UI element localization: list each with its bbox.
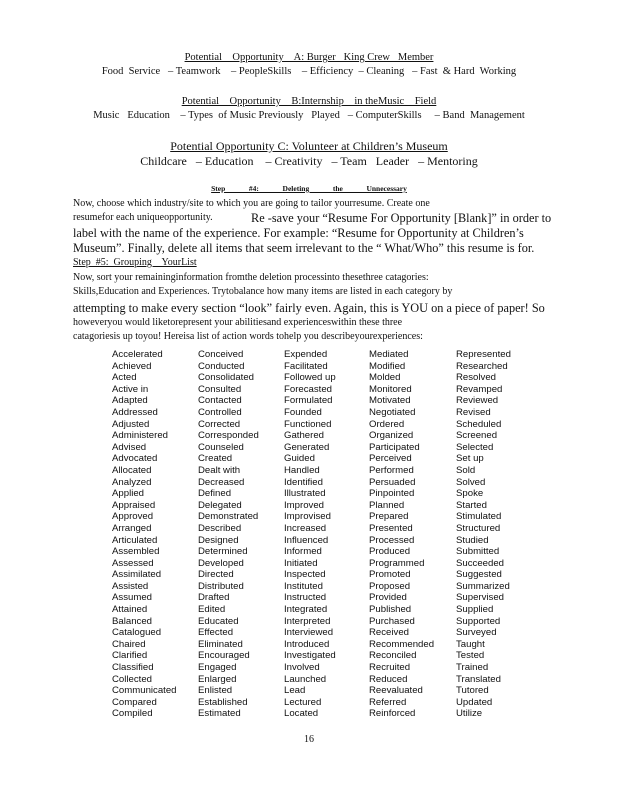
action-word: Investigated bbox=[284, 650, 336, 662]
action-word: Estimated bbox=[198, 708, 241, 720]
action-word: Improved bbox=[284, 499, 324, 511]
action-word: Interviewed bbox=[284, 627, 334, 639]
action-word: Utilize bbox=[456, 708, 483, 720]
action-word: Revamped bbox=[456, 383, 503, 395]
action-word: Interpreted bbox=[284, 615, 331, 627]
opportunity-a-items: Food Service – Teamwork – PeopleSkills – Efficiency – Cleaning – Fast & Hard Working bbox=[101, 66, 517, 77]
action-word: Screened bbox=[456, 430, 498, 442]
action-word: Decreased bbox=[198, 476, 245, 488]
action-word: Recruited bbox=[369, 662, 411, 674]
action-words-table bbox=[112, 349, 532, 721]
action-word: Eliminated bbox=[198, 638, 243, 650]
action-word: Published bbox=[369, 604, 412, 616]
action-word: Forecasted bbox=[284, 383, 332, 395]
action-word: Gathered bbox=[284, 430, 325, 442]
action-word: Perceived bbox=[369, 453, 412, 465]
action-word: Selected bbox=[456, 441, 494, 453]
action-word: Collected bbox=[112, 673, 152, 685]
action-word: Reviewed bbox=[456, 395, 499, 407]
action-word: Demonstrated bbox=[198, 511, 259, 523]
action-words-column bbox=[112, 349, 202, 720]
action-word: Sold bbox=[456, 464, 476, 476]
action-word: Pinpointed bbox=[369, 488, 415, 500]
action-word: Succeeded bbox=[456, 557, 505, 569]
action-word: Received bbox=[369, 627, 409, 639]
action-word: Analyzed bbox=[112, 476, 152, 488]
action-word: Translated bbox=[456, 673, 501, 685]
action-word: Started bbox=[456, 499, 487, 511]
action-word: Generated bbox=[284, 441, 330, 453]
action-word: Allocated bbox=[112, 464, 152, 476]
action-word: Compiled bbox=[112, 708, 153, 720]
action-word: Submitted bbox=[456, 546, 500, 558]
action-word: Acted bbox=[112, 372, 137, 384]
action-word: Developed bbox=[198, 557, 244, 569]
action-word: Facilitated bbox=[284, 360, 328, 372]
action-word: Updated bbox=[456, 696, 493, 708]
action-word: Improvised bbox=[284, 511, 331, 523]
action-word: Reinforced bbox=[369, 708, 416, 720]
action-word: Produced bbox=[369, 546, 411, 558]
action-word: Located bbox=[284, 708, 319, 720]
action-word: Founded bbox=[284, 406, 322, 418]
action-word: Persuaded bbox=[369, 476, 416, 488]
action-word: Educated bbox=[198, 615, 239, 627]
action-word: Organized bbox=[369, 430, 414, 442]
action-word: Formulated bbox=[284, 395, 333, 407]
action-word: Provided bbox=[369, 592, 407, 604]
action-word: Purchased bbox=[369, 615, 415, 627]
action-word: Recommended bbox=[369, 638, 435, 650]
action-word: Conducted bbox=[198, 360, 245, 372]
action-word: Appraised bbox=[112, 499, 156, 511]
action-word: Reconciled bbox=[369, 650, 417, 662]
action-word: Communicated bbox=[112, 685, 177, 697]
action-word: Revised bbox=[456, 406, 491, 418]
action-word: Engaged bbox=[198, 662, 237, 674]
action-word: Mediated bbox=[369, 349, 409, 360]
action-word: Established bbox=[198, 696, 248, 708]
action-word: Modified bbox=[369, 360, 406, 372]
action-word: Spoke bbox=[456, 488, 484, 500]
opportunity-b-items: Music Education – Types of Music Previously Played – ComputerSkills – Band Management bbox=[93, 110, 525, 121]
action-word: Informed bbox=[284, 546, 322, 558]
action-word: Scheduled bbox=[456, 418, 502, 430]
action-word: Motivated bbox=[369, 395, 411, 407]
action-word: Supplied bbox=[456, 604, 494, 616]
action-word: Reevaluated bbox=[369, 685, 423, 697]
action-word: Directed bbox=[198, 569, 234, 581]
action-word: Referred bbox=[369, 696, 407, 708]
action-word: Distributed bbox=[198, 580, 244, 592]
action-word: Expended bbox=[284, 349, 328, 360]
action-word: Defined bbox=[198, 488, 232, 500]
action-word: Articulated bbox=[112, 534, 158, 546]
action-word: Reduced bbox=[369, 673, 408, 685]
action-word: Prepared bbox=[369, 511, 409, 523]
action-word: Ordered bbox=[369, 418, 405, 430]
action-word: Surveyed bbox=[456, 627, 497, 639]
action-word: Described bbox=[198, 522, 242, 534]
action-word: Supported bbox=[456, 615, 501, 627]
action-words-column bbox=[198, 349, 288, 720]
action-word: Negotiated bbox=[369, 406, 416, 418]
action-word: Delegated bbox=[198, 499, 242, 511]
step5-line: catagoriesis up toyou! Hereisa list of action words tohelp you describeyourexperiences: bbox=[73, 331, 423, 342]
action-word: Performed bbox=[369, 464, 414, 476]
action-word: Handled bbox=[284, 464, 320, 476]
action-word: Attained bbox=[112, 604, 148, 616]
action-word: Assisted bbox=[112, 580, 149, 592]
page-number: 16 bbox=[304, 734, 314, 745]
action-word: Created bbox=[198, 453, 233, 465]
action-word: Consolidated bbox=[198, 372, 255, 384]
action-words-column bbox=[284, 349, 374, 720]
action-word: Dealt with bbox=[198, 464, 241, 476]
action-word: Stimulated bbox=[456, 511, 502, 523]
action-word: Adjusted bbox=[112, 418, 150, 430]
action-word: Adapted bbox=[112, 395, 148, 407]
action-word: Resolved bbox=[456, 372, 496, 384]
action-word: Addressed bbox=[112, 406, 158, 418]
action-word: Participated bbox=[369, 441, 420, 453]
action-word: Influenced bbox=[284, 534, 329, 546]
action-word: Determined bbox=[198, 546, 248, 558]
action-word: Achieved bbox=[112, 360, 152, 372]
action-word: Set up bbox=[456, 453, 484, 465]
action-word: Functioned bbox=[284, 418, 332, 430]
opportunity-b-title: Potential Opportunity B:Internship in theMusic Field bbox=[181, 96, 437, 107]
action-word: Tutored bbox=[456, 685, 489, 697]
action-word: Counseled bbox=[198, 441, 244, 453]
action-word: Studied bbox=[456, 534, 489, 546]
action-word: Assembled bbox=[112, 546, 160, 558]
action-word: Monitored bbox=[369, 383, 412, 395]
action-word: Drafted bbox=[198, 592, 230, 604]
action-word: Planned bbox=[369, 499, 405, 511]
action-word: Approved bbox=[112, 511, 154, 523]
action-word: Trained bbox=[456, 662, 489, 674]
action-word: Illustrated bbox=[284, 488, 326, 500]
action-word: Integrated bbox=[284, 604, 328, 616]
action-word: Inspected bbox=[284, 569, 326, 581]
action-word: Structured bbox=[456, 522, 501, 534]
action-word: Advised bbox=[112, 441, 147, 453]
action-word: Summarized bbox=[456, 580, 510, 592]
step5-line: attempting to make every section “look” fairly even. Again, this is YOU on a piece of paper! So bbox=[73, 301, 545, 315]
action-word: Consulted bbox=[198, 383, 242, 395]
action-word: Taught bbox=[456, 638, 485, 650]
action-word: Catalogued bbox=[112, 627, 162, 639]
action-word: Advocated bbox=[112, 453, 158, 465]
action-word: Enlisted bbox=[198, 685, 233, 697]
action-word: Active in bbox=[112, 383, 149, 395]
action-word: Edited bbox=[198, 604, 226, 616]
action-word: Enlarged bbox=[198, 673, 237, 685]
action-word: Initiated bbox=[284, 557, 318, 569]
action-word: Clarified bbox=[112, 650, 148, 662]
action-word: Programmed bbox=[369, 557, 425, 569]
action-word: Represented bbox=[456, 349, 511, 360]
action-word: Processed bbox=[369, 534, 415, 546]
step4-line: Museum”. Finally, delete all items that seem irrelevant to the “ What/Who” this resume is for. bbox=[73, 241, 535, 255]
action-word: Promoted bbox=[369, 569, 411, 581]
action-word: Applied bbox=[112, 488, 145, 500]
action-word: Compared bbox=[112, 696, 157, 708]
action-word: Administered bbox=[112, 430, 168, 442]
action-word: Designed bbox=[198, 534, 239, 546]
action-word: Suggested bbox=[456, 569, 502, 581]
opportunity-c-items: Childcare – Education – Creativity – Team Leader – Mentoring bbox=[140, 154, 478, 168]
action-word: Effected bbox=[198, 627, 234, 639]
action-word: Arranged bbox=[112, 522, 152, 534]
action-word: Involved bbox=[284, 662, 320, 674]
action-word: Presented bbox=[369, 522, 413, 534]
action-word: Controlled bbox=[198, 406, 242, 418]
action-word: Conceived bbox=[198, 349, 244, 360]
action-word: Assumed bbox=[112, 592, 152, 604]
action-word: Tested bbox=[456, 650, 485, 662]
action-word: Introduced bbox=[284, 638, 330, 650]
action-words-column bbox=[456, 349, 546, 720]
action-word: Lead bbox=[284, 685, 306, 697]
action-word: Encouraged bbox=[198, 650, 250, 662]
step5-line: howeveryou would liketorepresent your abilitiesand experienceswithin these three bbox=[73, 317, 403, 328]
action-word: Followed up bbox=[284, 372, 336, 384]
action-word: Chaired bbox=[112, 638, 146, 650]
action-word: Assimilated bbox=[112, 569, 162, 581]
action-word: Classified bbox=[112, 662, 154, 674]
step4-line: Re -save your “Resume For Opportunity [Blank]” in order to bbox=[251, 211, 552, 225]
step4-line: resumefor each uniqueopportunity. bbox=[73, 212, 213, 223]
opportunity-a-title: Potential Opportunity A: Burger King Crew Member bbox=[184, 52, 434, 63]
action-word: Instituted bbox=[284, 580, 323, 592]
action-word: Researched bbox=[456, 360, 508, 372]
action-word: Assessed bbox=[112, 557, 154, 569]
action-word: Identified bbox=[284, 476, 323, 488]
step5-line: Skills,Education and Experiences. Trytobalance how many items are listed in each category by bbox=[73, 286, 453, 297]
action-word: Increased bbox=[284, 522, 327, 534]
step4-line: label with the name of the experience. For example: “Resume for Opportunity at Children’s bbox=[73, 226, 524, 240]
action-words-column bbox=[369, 349, 459, 720]
action-word: Guided bbox=[284, 453, 315, 465]
step5-heading: Step #5: Grouping YourList bbox=[73, 257, 197, 268]
step4-heading: Step #4: Deleting the Unnecessary bbox=[211, 184, 407, 193]
action-word: Contacted bbox=[198, 395, 242, 407]
action-word: Proposed bbox=[369, 580, 411, 592]
action-word: Molded bbox=[369, 372, 401, 384]
action-word: Supervised bbox=[456, 592, 504, 604]
action-word: Corresponded bbox=[198, 430, 259, 442]
action-word: Instructed bbox=[284, 592, 327, 604]
opportunity-c-title: Potential Opportunity C: Volunteer at Children’s Museum bbox=[170, 139, 448, 153]
step4-line: Now, choose which industry/site to which you are going to tailor yourresume. Create one bbox=[73, 198, 430, 209]
action-word: Accelerated bbox=[112, 349, 163, 360]
action-word: Launched bbox=[284, 673, 327, 685]
action-word: Solved bbox=[456, 476, 486, 488]
action-word: Lectured bbox=[284, 696, 322, 708]
action-word: Balanced bbox=[112, 615, 153, 627]
action-word: Corrected bbox=[198, 418, 241, 430]
step5-line: Now, sort your remaininginformation fromthe deletion processinto thesethree catagories: bbox=[73, 272, 429, 283]
